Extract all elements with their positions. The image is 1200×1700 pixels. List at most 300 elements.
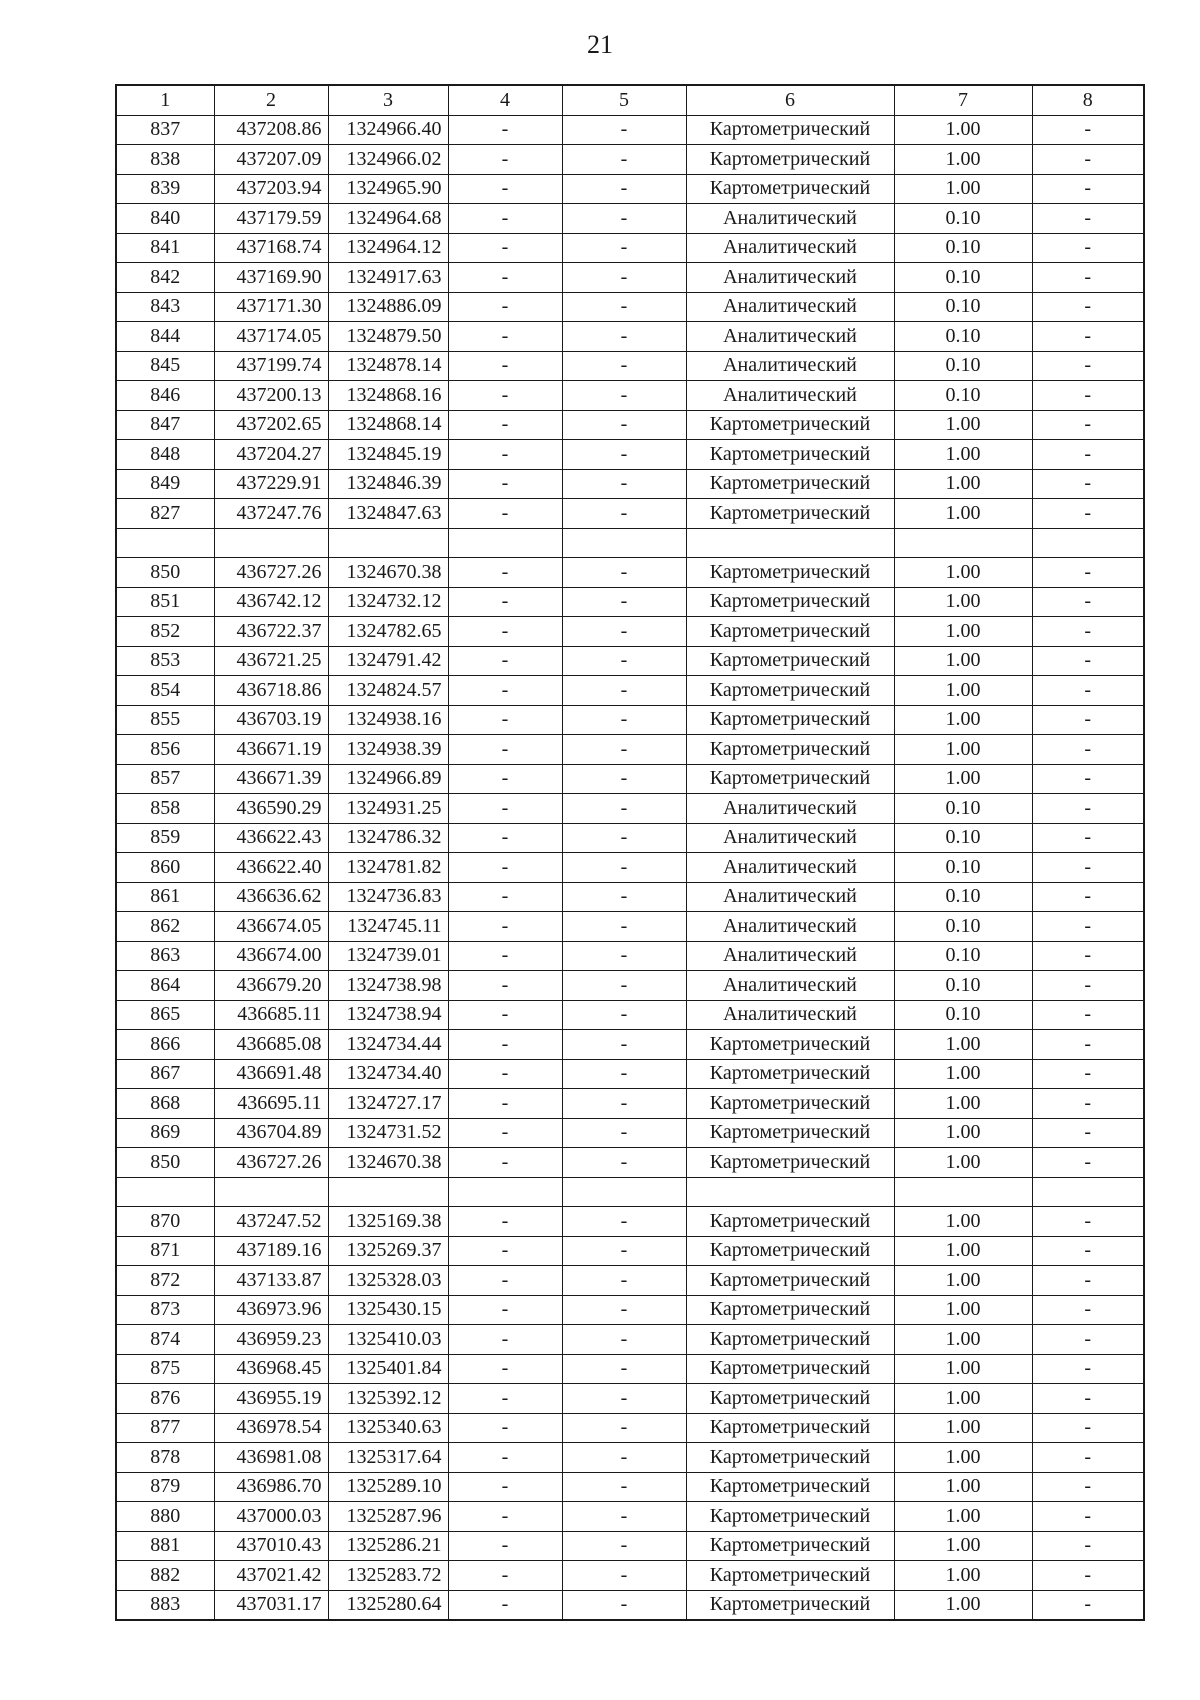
table-row: [116, 1325, 1144, 1355]
y-coordinate-cell: 1325289.10: [328, 1472, 448, 1502]
table-row-separator: [116, 528, 1144, 558]
table-row: [116, 145, 1144, 175]
x-coordinate-cell: 436721.25: [214, 646, 328, 676]
y-coordinate-cell: 1324745.11: [328, 912, 448, 942]
method-cell: Картометрический: [686, 735, 894, 765]
col-8-cell: -: [1032, 1207, 1144, 1237]
method-cell: Картометрический: [686, 764, 894, 794]
col-8-cell: -: [1032, 587, 1144, 617]
table-row: [116, 1443, 1144, 1473]
y-coordinate-cell: 1324791.42: [328, 646, 448, 676]
col-5-cell: -: [562, 1118, 686, 1148]
method-cell: Картометрический: [686, 469, 894, 499]
point-number-cell: 842: [116, 263, 214, 293]
table-row: [116, 233, 1144, 263]
y-coordinate-cell: 1324917.63: [328, 263, 448, 293]
accuracy-cell: 1.00: [894, 1118, 1032, 1148]
x-coordinate-cell: 436727.26: [214, 1148, 328, 1178]
table-row: [116, 646, 1144, 676]
col-5-cell: -: [562, 351, 686, 381]
method-cell: Аналитический: [686, 292, 894, 322]
method-cell: Картометрический: [686, 499, 894, 529]
col-5-cell: -: [562, 174, 686, 204]
point-number-cell: 869: [116, 1118, 214, 1148]
col-4-cell: -: [448, 1502, 562, 1532]
x-coordinate-cell: [214, 528, 328, 558]
point-number-cell: 881: [116, 1531, 214, 1561]
table-row: [116, 587, 1144, 617]
point-number-cell: 865: [116, 1000, 214, 1030]
col-8-cell: -: [1032, 351, 1144, 381]
table-row: [116, 971, 1144, 1001]
col-5-cell: -: [562, 440, 686, 470]
table-row: [116, 823, 1144, 853]
method-cell: Картометрический: [686, 440, 894, 470]
point-number-cell: 837: [116, 115, 214, 145]
col-5-cell: -: [562, 499, 686, 529]
col-5-cell: -: [562, 1089, 686, 1119]
accuracy-cell: 1.00: [894, 440, 1032, 470]
col-8-cell: -: [1032, 764, 1144, 794]
point-number-cell: 866: [116, 1030, 214, 1060]
accuracy-cell: 1.00: [894, 1207, 1032, 1237]
point-number-cell: 843: [116, 292, 214, 322]
col-5-cell: -: [562, 1295, 686, 1325]
col-4-cell: -: [448, 1118, 562, 1148]
method-cell: Картометрический: [686, 676, 894, 706]
col-8-cell: -: [1032, 174, 1144, 204]
col-4-cell: -: [448, 882, 562, 912]
col-5-cell: -: [562, 469, 686, 499]
point-number-cell: 857: [116, 764, 214, 794]
method-cell: Картометрический: [686, 1266, 894, 1296]
y-coordinate-cell: 1325169.38: [328, 1207, 448, 1237]
method-cell: Картометрический: [686, 1325, 894, 1355]
col-8-cell: -: [1032, 1295, 1144, 1325]
x-coordinate-cell: [214, 1177, 328, 1207]
table-row: [116, 292, 1144, 322]
method-cell: Аналитический: [686, 794, 894, 824]
accuracy-cell: 1.00: [894, 646, 1032, 676]
table-row: [116, 558, 1144, 588]
column-header-6: 6: [686, 85, 894, 115]
accuracy-cell: 1.00: [894, 1148, 1032, 1178]
x-coordinate-cell: 437168.74: [214, 233, 328, 263]
y-coordinate-cell: 1325286.21: [328, 1531, 448, 1561]
table-row: [116, 263, 1144, 293]
col-8-cell: -: [1032, 1118, 1144, 1148]
col-5-cell: -: [562, 115, 686, 145]
point-number-cell: 852: [116, 617, 214, 647]
method-cell: Картометрический: [686, 587, 894, 617]
method-cell: Картометрический: [686, 1561, 894, 1591]
x-coordinate-cell: 437200.13: [214, 381, 328, 411]
x-coordinate-cell: 436727.26: [214, 558, 328, 588]
method-cell: Картометрический: [686, 1118, 894, 1148]
y-coordinate-cell: 1324824.57: [328, 676, 448, 706]
col-4-cell: -: [448, 499, 562, 529]
y-coordinate-cell: 1324739.01: [328, 941, 448, 971]
col-5-cell: -: [562, 941, 686, 971]
col-5-cell: -: [562, 322, 686, 352]
col-4-cell: -: [448, 823, 562, 853]
point-number-cell: 853: [116, 646, 214, 676]
col-8-cell: -: [1032, 1472, 1144, 1502]
y-coordinate-cell: 1324786.32: [328, 823, 448, 853]
col-8-cell: -: [1032, 115, 1144, 145]
x-coordinate-cell: 436955.19: [214, 1384, 328, 1414]
x-coordinate-cell: 437247.76: [214, 499, 328, 529]
col-8-cell: -: [1032, 794, 1144, 824]
x-coordinate-cell: 436703.19: [214, 705, 328, 735]
table-row: [116, 1413, 1144, 1443]
table-row: [116, 1561, 1144, 1591]
y-coordinate-cell: 1324965.90: [328, 174, 448, 204]
accuracy-cell: 1.00: [894, 1089, 1032, 1119]
table-row: [116, 440, 1144, 470]
table-row: [116, 1059, 1144, 1089]
method-cell: Аналитический: [686, 1000, 894, 1030]
accuracy-cell: 1.00: [894, 499, 1032, 529]
col-8-cell: -: [1032, 322, 1144, 352]
y-coordinate-cell: 1324845.19: [328, 440, 448, 470]
accuracy-cell: 0.10: [894, 381, 1032, 411]
col-4-cell: -: [448, 794, 562, 824]
accuracy-cell: 1.00: [894, 115, 1032, 145]
x-coordinate-cell: 436981.08: [214, 1443, 328, 1473]
col-8-cell: -: [1032, 823, 1144, 853]
point-number-cell: 871: [116, 1236, 214, 1266]
col-5-cell: -: [562, 646, 686, 676]
method-cell: Картометрический: [686, 1354, 894, 1384]
accuracy-cell: 1.00: [894, 1472, 1032, 1502]
point-number-cell: 880: [116, 1502, 214, 1532]
y-coordinate-cell: 1325392.12: [328, 1384, 448, 1414]
col-4-cell: -: [448, 1059, 562, 1089]
col-8-cell: -: [1032, 1059, 1144, 1089]
x-coordinate-cell: 436622.40: [214, 853, 328, 883]
col-8-cell: -: [1032, 1502, 1144, 1532]
y-coordinate-cell: 1325401.84: [328, 1354, 448, 1384]
column-header-2: 2: [214, 85, 328, 115]
method-cell: Картометрический: [686, 1059, 894, 1089]
y-coordinate-cell: 1324736.83: [328, 882, 448, 912]
point-number-cell: 877: [116, 1413, 214, 1443]
table-row: [116, 853, 1144, 883]
method-cell: Картометрический: [686, 115, 894, 145]
accuracy-cell: 1.00: [894, 705, 1032, 735]
col-8-cell: -: [1032, 912, 1144, 942]
y-coordinate-cell: 1324966.89: [328, 764, 448, 794]
y-coordinate-cell: 1325287.96: [328, 1502, 448, 1532]
table-row: [116, 174, 1144, 204]
col-4-cell: -: [448, 764, 562, 794]
method-cell: Картометрический: [686, 1148, 894, 1178]
col-8-cell: -: [1032, 145, 1144, 175]
x-coordinate-cell: 436679.20: [214, 971, 328, 1001]
table-row: [116, 469, 1144, 499]
point-number-cell: 864: [116, 971, 214, 1001]
point-number-cell: 841: [116, 233, 214, 263]
y-coordinate-cell: 1325340.63: [328, 1413, 448, 1443]
table-row: [116, 1089, 1144, 1119]
col-4-cell: -: [448, 1266, 562, 1296]
x-coordinate-cell: 436674.05: [214, 912, 328, 942]
x-coordinate-cell: 437247.52: [214, 1207, 328, 1237]
accuracy-cell: 1.00: [894, 1295, 1032, 1325]
x-coordinate-cell: 437021.42: [214, 1561, 328, 1591]
col-4-cell: [448, 528, 562, 558]
col-4-cell: -: [448, 1000, 562, 1030]
accuracy-cell: 0.10: [894, 322, 1032, 352]
accuracy-cell: 1.00: [894, 676, 1032, 706]
col-4-cell: -: [448, 1148, 562, 1178]
table-row: [116, 1354, 1144, 1384]
accuracy-cell: 1.00: [894, 410, 1032, 440]
y-coordinate-cell: 1324846.39: [328, 469, 448, 499]
table-row: [116, 381, 1144, 411]
point-number-cell: 827: [116, 499, 214, 529]
col-8-cell: -: [1032, 1148, 1144, 1178]
accuracy-cell: 1.00: [894, 145, 1032, 175]
col-4-cell: -: [448, 410, 562, 440]
col-4-cell: -: [448, 1089, 562, 1119]
y-coordinate-cell: 1324731.52: [328, 1118, 448, 1148]
col-4-cell: -: [448, 292, 562, 322]
col-8-cell: [1032, 1177, 1144, 1207]
point-number-cell: 859: [116, 823, 214, 853]
col-5-cell: -: [562, 1384, 686, 1414]
col-4-cell: -: [448, 1236, 562, 1266]
col-5-cell: -: [562, 1325, 686, 1355]
col-8-cell: -: [1032, 292, 1144, 322]
accuracy-cell: 0.10: [894, 351, 1032, 381]
x-coordinate-cell: 436695.11: [214, 1089, 328, 1119]
accuracy-cell: 1.00: [894, 587, 1032, 617]
col-8-cell: -: [1032, 941, 1144, 971]
x-coordinate-cell: 436674.00: [214, 941, 328, 971]
col-5-cell: -: [562, 587, 686, 617]
method-cell: Аналитический: [686, 912, 894, 942]
col-5-cell: -: [562, 1236, 686, 1266]
accuracy-cell: 1.00: [894, 1354, 1032, 1384]
table-row: [116, 1266, 1144, 1296]
col-8-cell: -: [1032, 646, 1144, 676]
col-4-cell: -: [448, 1295, 562, 1325]
y-coordinate-cell: 1324868.16: [328, 381, 448, 411]
point-number-cell: 847: [116, 410, 214, 440]
col-5-cell: -: [562, 381, 686, 411]
col-5-cell: -: [562, 292, 686, 322]
y-coordinate-cell: 1324732.12: [328, 587, 448, 617]
col-4-cell: -: [448, 440, 562, 470]
x-coordinate-cell: 436704.89: [214, 1118, 328, 1148]
point-number-cell: 882: [116, 1561, 214, 1591]
point-number-cell: 873: [116, 1295, 214, 1325]
col-8-cell: -: [1032, 676, 1144, 706]
col-8-cell: -: [1032, 1561, 1144, 1591]
x-coordinate-cell: 437199.74: [214, 351, 328, 381]
table-row: [116, 204, 1144, 234]
method-cell: Картометрический: [686, 1207, 894, 1237]
col-5-cell: -: [562, 971, 686, 1001]
col-5-cell: -: [562, 1531, 686, 1561]
col-5-cell: -: [562, 1207, 686, 1237]
table-row: [116, 1472, 1144, 1502]
point-number-cell: 883: [116, 1590, 214, 1620]
col-5-cell: -: [562, 410, 686, 440]
column-header-4: 4: [448, 85, 562, 115]
col-5-cell: -: [562, 853, 686, 883]
col-5-cell: -: [562, 1030, 686, 1060]
point-number-cell: 846: [116, 381, 214, 411]
col-5-cell: -: [562, 1354, 686, 1384]
point-number-cell: 876: [116, 1384, 214, 1414]
col-8-cell: -: [1032, 499, 1144, 529]
y-coordinate-cell: 1324886.09: [328, 292, 448, 322]
table-row: [116, 764, 1144, 794]
col-5-cell: -: [562, 558, 686, 588]
point-number-cell: 858: [116, 794, 214, 824]
accuracy-cell: 0.10: [894, 971, 1032, 1001]
x-coordinate-cell: 436636.62: [214, 882, 328, 912]
accuracy-cell: 1.00: [894, 1030, 1032, 1060]
point-number-cell: 872: [116, 1266, 214, 1296]
y-coordinate-cell: 1324966.02: [328, 145, 448, 175]
method-cell: Картометрический: [686, 1089, 894, 1119]
col-5-cell: -: [562, 1148, 686, 1178]
x-coordinate-cell: 436959.23: [214, 1325, 328, 1355]
x-coordinate-cell: 437203.94: [214, 174, 328, 204]
col-8-cell: -: [1032, 1413, 1144, 1443]
x-coordinate-cell: 437189.16: [214, 1236, 328, 1266]
method-cell: [686, 1177, 894, 1207]
col-8-cell: -: [1032, 735, 1144, 765]
method-cell: Картометрический: [686, 1384, 894, 1414]
col-4-cell: -: [448, 1561, 562, 1591]
accuracy-cell: 0.10: [894, 1000, 1032, 1030]
y-coordinate-cell: 1324670.38: [328, 1148, 448, 1178]
y-coordinate-cell: 1324964.68: [328, 204, 448, 234]
col-4-cell: -: [448, 1384, 562, 1414]
x-coordinate-cell: 436671.39: [214, 764, 328, 794]
y-coordinate-cell: 1325280.64: [328, 1590, 448, 1620]
table-row: [116, 1236, 1144, 1266]
col-4-cell: -: [448, 263, 562, 293]
accuracy-cell: 1.00: [894, 1531, 1032, 1561]
point-number-cell: 838: [116, 145, 214, 175]
point-number-cell: 844: [116, 322, 214, 352]
table-body: [116, 115, 1144, 1620]
x-coordinate-cell: 436685.11: [214, 1000, 328, 1030]
y-coordinate-cell: 1324879.50: [328, 322, 448, 352]
col-4-cell: -: [448, 1590, 562, 1620]
method-cell: Картометрический: [686, 1531, 894, 1561]
method-cell: Картометрический: [686, 705, 894, 735]
col-8-cell: -: [1032, 1531, 1144, 1561]
point-number-cell: 867: [116, 1059, 214, 1089]
point-number-cell: 845: [116, 351, 214, 381]
accuracy-cell: 1.00: [894, 1384, 1032, 1414]
y-coordinate-cell: 1325283.72: [328, 1561, 448, 1591]
x-coordinate-cell: 436671.19: [214, 735, 328, 765]
page-number: 21: [587, 30, 613, 59]
point-number-cell: 874: [116, 1325, 214, 1355]
col-8-cell: [1032, 528, 1144, 558]
col-4-cell: -: [448, 145, 562, 175]
accuracy-cell: 1.00: [894, 1502, 1032, 1532]
col-5-cell: -: [562, 145, 686, 175]
x-coordinate-cell: 436986.70: [214, 1472, 328, 1502]
table-row: [116, 617, 1144, 647]
col-8-cell: -: [1032, 204, 1144, 234]
x-coordinate-cell: 437202.65: [214, 410, 328, 440]
y-coordinate-cell: 1324734.44: [328, 1030, 448, 1060]
x-coordinate-cell: 436973.96: [214, 1295, 328, 1325]
method-cell: Аналитический: [686, 853, 894, 883]
col-4-cell: -: [448, 204, 562, 234]
method-cell: Аналитический: [686, 233, 894, 263]
table-header-row: [116, 85, 1144, 115]
col-5-cell: -: [562, 882, 686, 912]
col-5-cell: -: [562, 1413, 686, 1443]
col-5-cell: -: [562, 823, 686, 853]
method-cell: Картометрический: [686, 1443, 894, 1473]
col-4-cell: -: [448, 941, 562, 971]
point-number-cell: 850: [116, 1148, 214, 1178]
point-number-cell: 851: [116, 587, 214, 617]
table-row: [116, 676, 1144, 706]
point-number-cell: 850: [116, 558, 214, 588]
col-8-cell: -: [1032, 263, 1144, 293]
col-4-cell: -: [448, 735, 562, 765]
col-4-cell: [448, 1177, 562, 1207]
table-row: [116, 410, 1144, 440]
table-row: [116, 1030, 1144, 1060]
y-coordinate-cell: 1324781.82: [328, 853, 448, 883]
y-coordinate-cell: 1324931.25: [328, 794, 448, 824]
table-row: [116, 322, 1144, 352]
point-number-cell: 860: [116, 853, 214, 883]
col-4-cell: -: [448, 1325, 562, 1355]
accuracy-cell: 1.00: [894, 617, 1032, 647]
table-row: [116, 1590, 1144, 1620]
col-5-cell: [562, 528, 686, 558]
table-row: [116, 882, 1144, 912]
col-4-cell: -: [448, 1531, 562, 1561]
x-coordinate-cell: 436622.43: [214, 823, 328, 853]
col-4-cell: -: [448, 351, 562, 381]
y-coordinate-cell: 1324938.16: [328, 705, 448, 735]
x-coordinate-cell: 436968.45: [214, 1354, 328, 1384]
x-coordinate-cell: 437207.09: [214, 145, 328, 175]
col-5-cell: -: [562, 705, 686, 735]
col-4-cell: -: [448, 469, 562, 499]
y-coordinate-cell: 1324938.39: [328, 735, 448, 765]
col-4-cell: -: [448, 1443, 562, 1473]
point-number-cell: 856: [116, 735, 214, 765]
method-cell: Аналитический: [686, 322, 894, 352]
method-cell: Картометрический: [686, 174, 894, 204]
table-row: [116, 1531, 1144, 1561]
point-number-cell: [116, 528, 214, 558]
col-8-cell: -: [1032, 1266, 1144, 1296]
col-8-cell: -: [1032, 381, 1144, 411]
accuracy-cell: 0.10: [894, 263, 1032, 293]
y-coordinate-cell: 1325328.03: [328, 1266, 448, 1296]
accuracy-cell: 1.00: [894, 1325, 1032, 1355]
col-8-cell: -: [1032, 469, 1144, 499]
